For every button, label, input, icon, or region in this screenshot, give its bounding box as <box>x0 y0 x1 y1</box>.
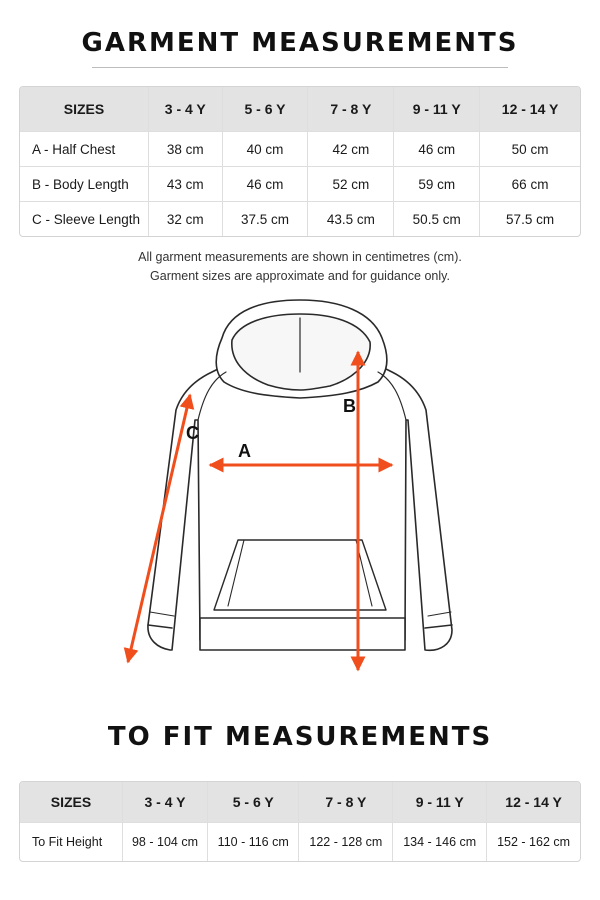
table-row <box>20 822 580 861</box>
table-cell: 46 cm <box>393 131 479 166</box>
table-cell: 32 cm <box>148 201 222 236</box>
table-cell: 57.5 cm <box>479 201 580 236</box>
title-divider <box>92 67 508 68</box>
header-cell: 12 - 14 Y <box>479 87 580 131</box>
table-cell: 40 cm <box>222 131 308 166</box>
header-cell: SIZES <box>20 782 122 822</box>
hoodie-outline-icon <box>148 300 452 650</box>
header-cell: 7 - 8 Y <box>307 87 393 131</box>
table-cell: 42 cm <box>307 131 393 166</box>
table-cell: 43.5 cm <box>307 201 393 236</box>
table-row <box>20 166 580 201</box>
header-cell: 3 - 4 Y <box>122 782 207 822</box>
row-label-to-fit-height: To Fit Height <box>20 822 122 861</box>
table-cell: 98 - 104 cm <box>122 822 207 861</box>
table-header-row <box>20 782 580 822</box>
header-cell: 3 - 4 Y <box>148 87 222 131</box>
header-cell: 12 - 14 Y <box>486 782 580 822</box>
table-cell: 134 - 146 cm <box>392 822 486 861</box>
table-cell: 152 - 162 cm <box>486 822 580 861</box>
header-cell: 9 - 11 Y <box>392 782 486 822</box>
to-fit-measurements-table <box>19 781 581 862</box>
header-cell: 7 - 8 Y <box>298 782 392 822</box>
header-cell: 5 - 6 Y <box>207 782 298 822</box>
table-cell: 37.5 cm <box>222 201 308 236</box>
table-cell: 50 cm <box>479 131 580 166</box>
table-cell: 66 cm <box>479 166 580 201</box>
garment-measurements-table <box>19 86 581 237</box>
label-c: C <box>186 423 199 443</box>
row-label-body-length: B - Body Length <box>20 166 148 201</box>
label-b: B <box>343 396 356 416</box>
table-header-row <box>20 87 580 131</box>
measurement-note-line-1: All garment measurements are shown in centimetres (cm). <box>138 250 462 264</box>
table-cell: 122 - 128 cm <box>298 822 392 861</box>
table-cell: 59 cm <box>393 166 479 201</box>
row-label-half-chest: A - Half Chest <box>20 131 148 166</box>
table-row <box>20 201 580 236</box>
table-row <box>20 131 580 166</box>
measurement-note-line-2: Garment sizes are approximate and for guidance only. <box>150 269 450 283</box>
header-cell: 9 - 11 Y <box>393 87 479 131</box>
label-a: A <box>238 441 251 461</box>
header-cell: 5 - 6 Y <box>222 87 308 131</box>
row-label-sleeve-length: C - Sleeve Length <box>20 201 148 236</box>
to-fit-measurements-title: TO FIT MEASUREMENTS <box>107 722 493 752</box>
garment-measurements-title: GARMENT MEASUREMENTS <box>81 28 519 58</box>
table-cell: 110 - 116 cm <box>207 822 298 861</box>
header-cell: SIZES <box>20 87 148 131</box>
table-cell: 38 cm <box>148 131 222 166</box>
table-cell: 46 cm <box>222 166 308 201</box>
table-cell: 50.5 cm <box>393 201 479 236</box>
hoodie-measurement-diagram <box>0 290 600 700</box>
table-cell: 52 cm <box>307 166 393 201</box>
table-cell: 43 cm <box>148 166 222 201</box>
